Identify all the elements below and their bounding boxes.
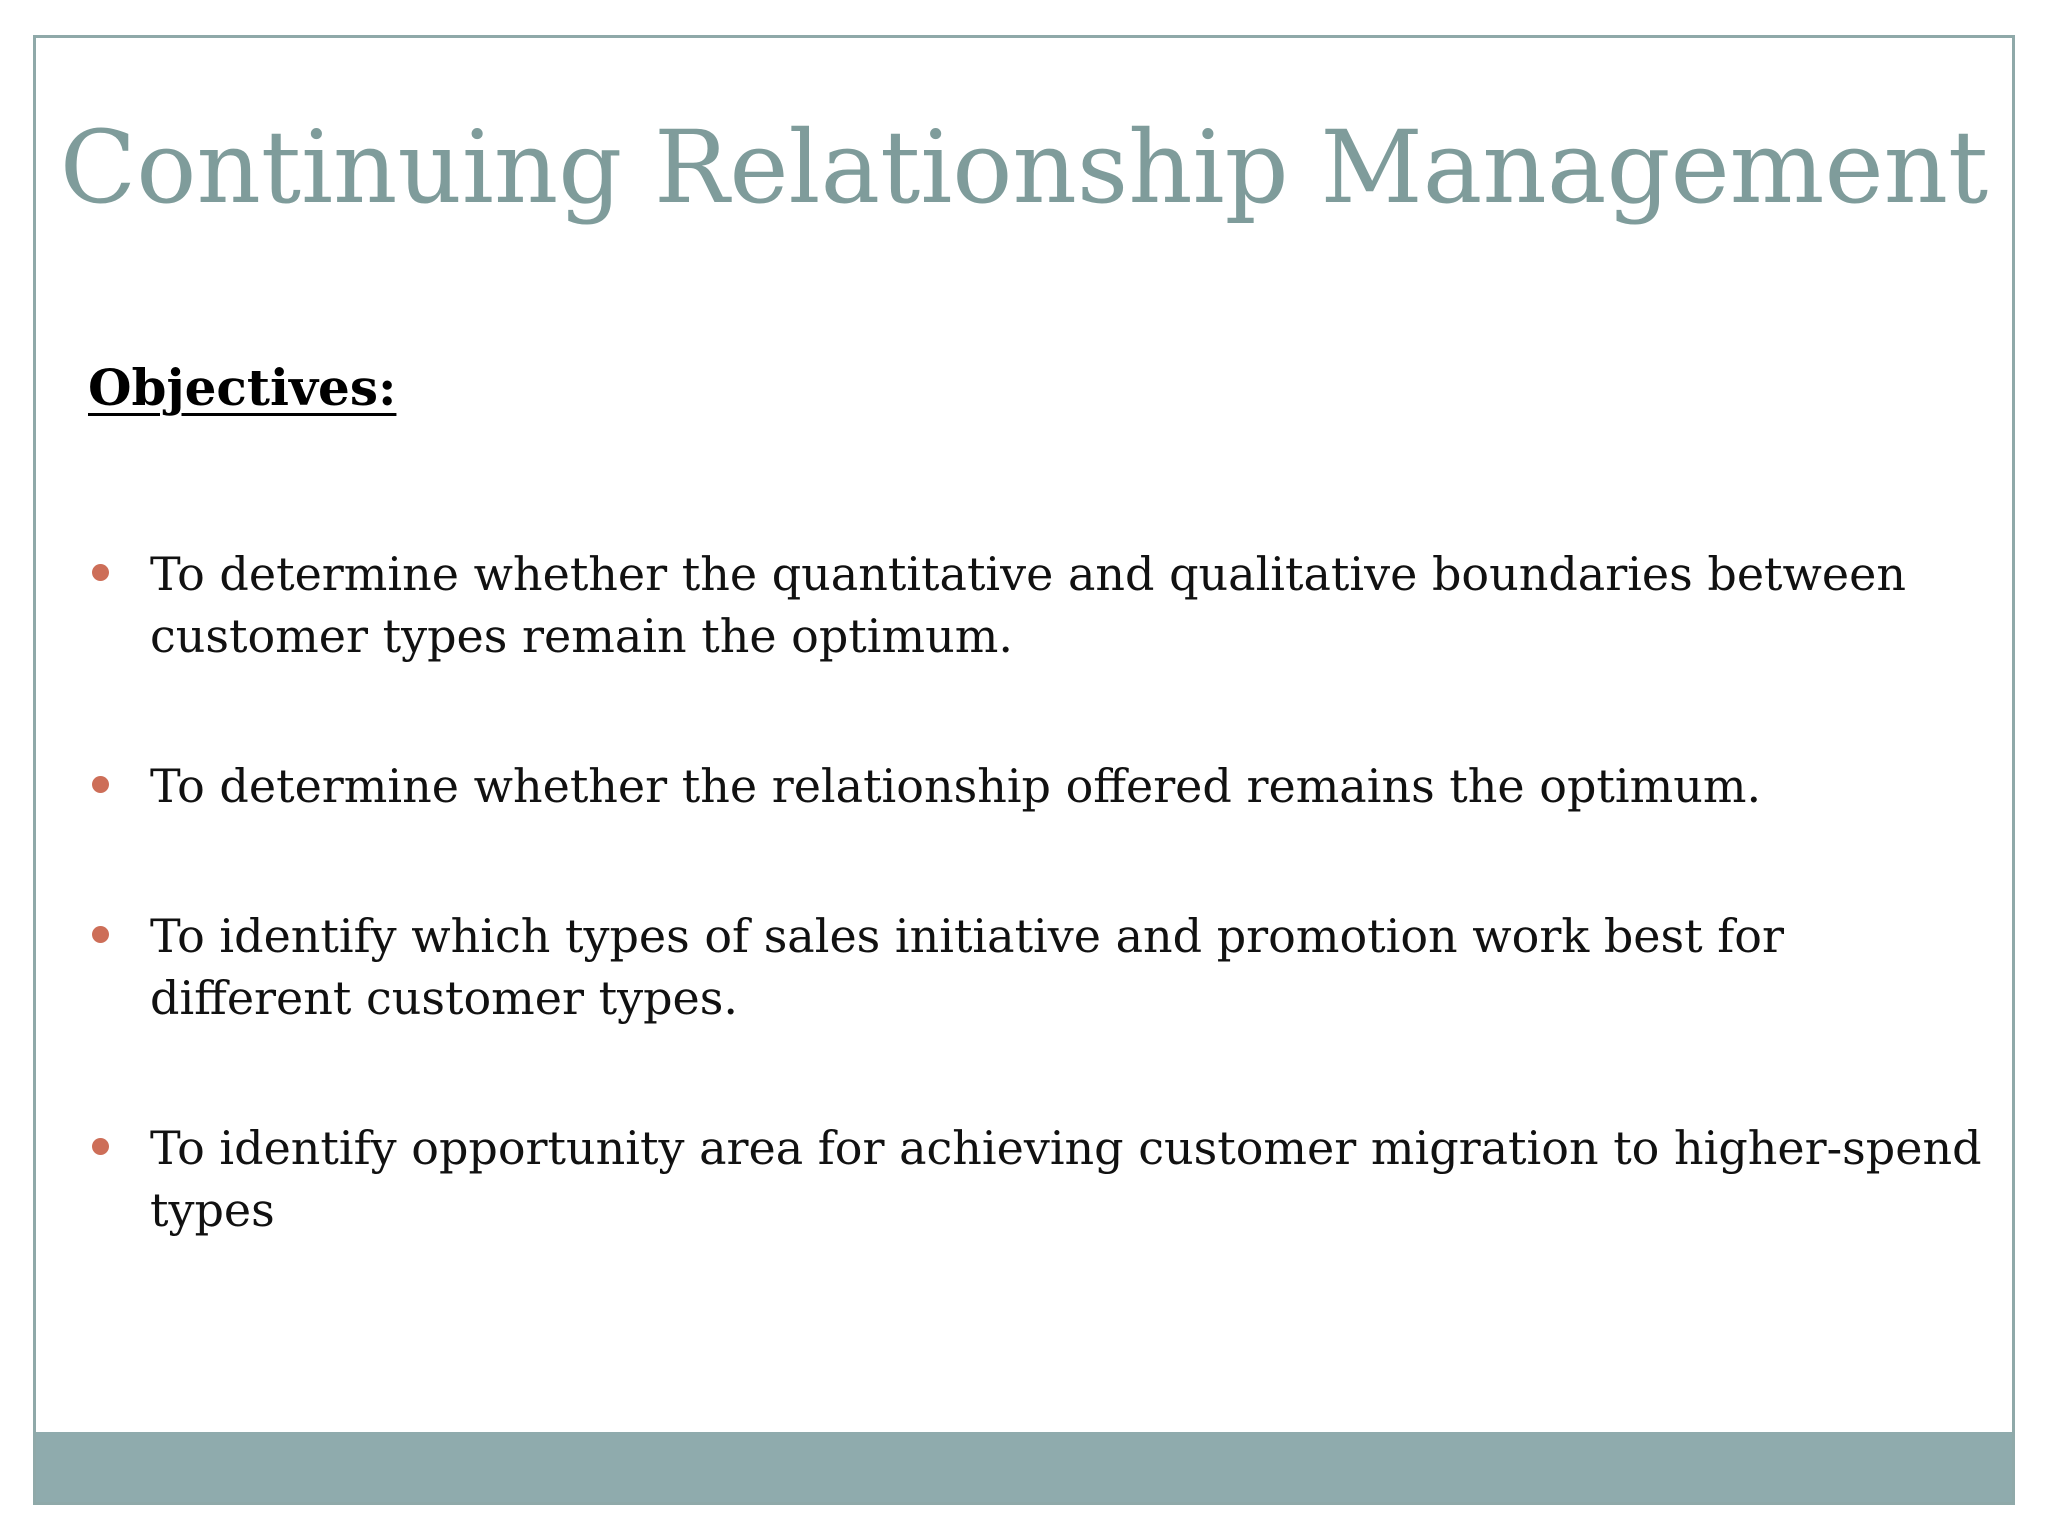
footer-bar [36, 1432, 2012, 1502]
objective-text: To identify opportunity area for achieving customer migration to higher-spend types [150, 1121, 1982, 1237]
objective-item [88, 1117, 1988, 1241]
objectives-heading: Objectives: [88, 358, 397, 417]
objective-text: To identify which types of sales initiative and promotion work best for different customer types. [150, 909, 1784, 1025]
objective-item [88, 543, 1988, 667]
objective-item [88, 905, 1988, 1029]
objective-text: To determine whether the relationship offered remains the optimum. [150, 759, 1762, 813]
objective-text: To determine whether the quantitative and qualitative boundaries between customer types remain the optimum. [150, 547, 1906, 663]
bullet-dot-icon [92, 776, 109, 793]
objective-item [88, 755, 1988, 817]
bullet-dot-icon [92, 564, 109, 581]
objectives-list [88, 543, 1988, 1329]
bullet-dot-icon [92, 1138, 109, 1155]
bullet-dot-icon [92, 926, 109, 943]
slide-frame [33, 35, 2015, 1505]
slide-title: Continuing Relationship Management [59, 109, 1989, 226]
